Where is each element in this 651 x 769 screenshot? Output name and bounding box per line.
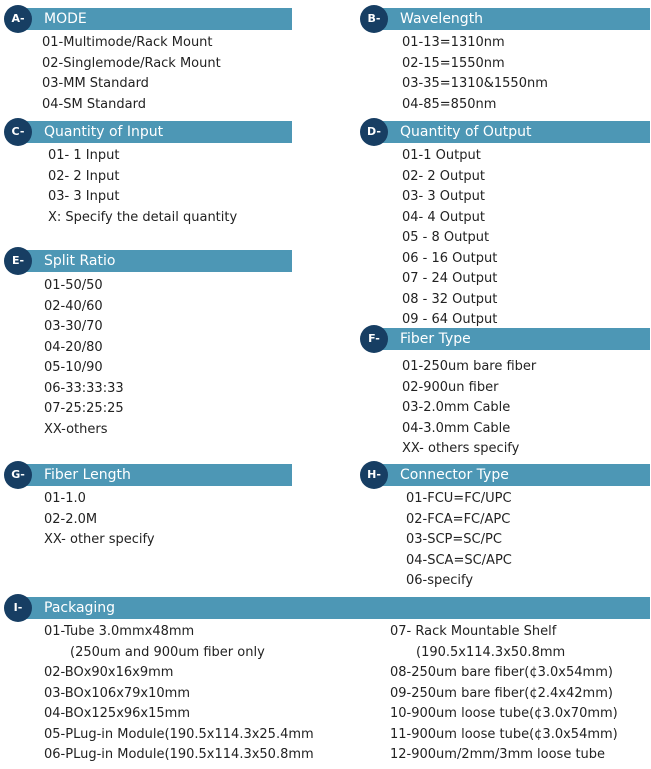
connector-type-list <box>406 489 512 592</box>
list-item: 07 - 24 Output <box>402 271 498 286</box>
list-item: 06-PLug-in Module(190.5x114.3x50.8mm <box>44 747 314 762</box>
list-item: XX-others <box>44 421 108 437</box>
section-title: Wavelength <box>374 8 650 30</box>
list-item: 07- Rack Mountable Shelf <box>390 624 557 639</box>
list-item: 03-MM Standard <box>42 76 149 91</box>
list-item: 06-specify <box>406 573 474 588</box>
fiber-type-list <box>402 357 536 460</box>
list-item: 01-50/50 <box>44 278 103 293</box>
section-title: Packaging <box>18 597 650 619</box>
section-title: Quantity of Input <box>18 121 292 143</box>
list-item: XX- others specify <box>402 441 520 456</box>
section-letter-badge: H- <box>360 461 388 489</box>
list-item: 03-30/70 <box>44 319 103 334</box>
list-item: (190.5x114.3x50.8mm <box>416 644 566 660</box>
list-item: 02-15=1550nm <box>402 55 505 71</box>
list-item: 04-SM Standard <box>42 96 146 112</box>
list-item: 01-1 Output <box>402 148 481 163</box>
list-item: 03- 3 Output <box>402 189 485 204</box>
list-item: 08 - 32 Output <box>402 291 498 307</box>
list-item: 04-BOx125x96x15mm <box>44 706 190 721</box>
list-item: 01-13=1310nm <box>402 35 505 50</box>
list-item: 04-20/80 <box>44 339 103 355</box>
list-item: 05 - 8 Output <box>402 230 490 245</box>
list-item: 10-900um loose tube(¢3.0x70mm) <box>390 706 618 721</box>
list-item: 04-3.0mm Cable <box>402 420 511 436</box>
section-title: MODE <box>18 8 292 30</box>
list-item: 01-1.0 <box>44 491 86 506</box>
quantity-of-output-list <box>402 146 497 331</box>
list-item: 05-10/90 <box>44 360 103 375</box>
section-letter-badge: C- <box>4 118 32 146</box>
list-item: 02-BOx90x16x9mm <box>44 665 174 680</box>
list-item: 03-SCP=SC/PC <box>406 532 502 547</box>
section-title: Fiber Length <box>18 464 292 486</box>
list-item: 01-FCU=FC/UPC <box>406 491 512 506</box>
list-item: 04- 4 Output <box>402 209 485 225</box>
list-item: 09-250um bare fiber(¢2.4x42mm) <box>390 685 613 701</box>
list-item: 02- 2 Output <box>402 168 485 184</box>
list-item: (250um and 900um fiber only <box>70 644 265 660</box>
quantity-of-input-list <box>48 146 237 228</box>
list-item: 01- 1 Input <box>48 148 120 163</box>
list-item: 03-BOx106x79x10mm <box>44 685 190 701</box>
list-item: 01-250um bare fiber <box>402 359 537 374</box>
section-letter-badge: E- <box>4 247 32 275</box>
list-item: 02-Singlemode/Rack Mount <box>42 55 221 71</box>
list-item: 06 - 16 Output <box>402 250 498 266</box>
list-item: 02-FCA=FC/APC <box>406 511 511 527</box>
list-item: 02-2.0M <box>44 511 98 527</box>
list-item: 02-900un fiber <box>402 379 499 395</box>
list-item: XX- other specify <box>44 532 155 547</box>
wavelength-list <box>402 33 548 115</box>
mode-list <box>42 33 221 115</box>
section-letter-badge: A- <box>4 5 32 33</box>
list-item: 02- 2 Input <box>48 168 120 184</box>
section-title: Split Ratio <box>18 250 292 272</box>
list-item: 12-900um/2mm/3mm loose tube <box>390 747 606 762</box>
section-letter-badge: D- <box>360 118 388 146</box>
list-item: 08-250um bare fiber(¢3.0x54mm) <box>390 665 613 680</box>
section-title: Connector Type <box>374 464 650 486</box>
list-item: 01-Multimode/Rack Mount <box>42 35 213 50</box>
list-item: 04-SCA=SC/APC <box>406 552 512 568</box>
list-item: X: Specify the detail quantity <box>48 209 238 225</box>
section-title: Fiber Type <box>374 328 650 350</box>
section-letter-badge: I- <box>4 594 32 622</box>
list-item: 09 - 64 Output <box>402 312 498 327</box>
list-item: 02-40/60 <box>44 298 103 314</box>
list-item: 05-PLug-in Module(190.5x114.3x25.4mm <box>44 726 314 742</box>
list-item: 07-25:25:25 <box>44 401 124 416</box>
list-item: 01-Tube 3.0mmx48mm <box>44 624 195 639</box>
list-item: 03- 3 Input <box>48 189 120 204</box>
list-item: 04-85=850nm <box>402 96 497 112</box>
section-letter-badge: F- <box>360 325 388 353</box>
list-item: 03-35=1310&1550nm <box>402 76 548 91</box>
section-letter-badge: G- <box>4 461 32 489</box>
section-letter-badge: B- <box>360 5 388 33</box>
section-title: Quantity of Output <box>374 121 650 143</box>
packaging-list-right <box>390 622 618 766</box>
packaging-list-left <box>44 622 314 766</box>
list-item: 11-900um loose tube(¢3.0x54mm) <box>390 726 618 742</box>
list-item: 03-2.0mm Cable <box>402 400 511 415</box>
split-ratio-list <box>44 276 124 440</box>
fiber-length-list <box>44 489 155 551</box>
list-item: 06-33:33:33 <box>44 380 124 396</box>
